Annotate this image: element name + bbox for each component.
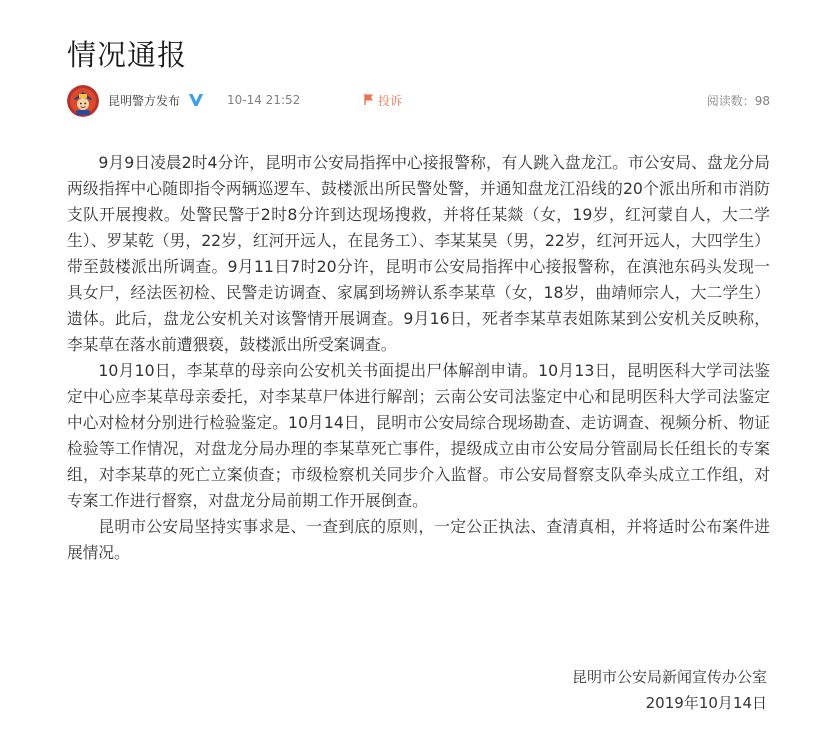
author-name[interactable]: 昆明警方发布 bbox=[108, 94, 181, 108]
paragraph-3: 昆明市公安局坚持实事求是、一查到底的原则，一定公正执法、查清真相，并将适时公布案件进展情况。 bbox=[67, 517, 770, 562]
author-avatar[interactable] bbox=[67, 85, 99, 117]
police-logo-avatar-icon bbox=[67, 85, 99, 117]
paragraph-2: 10月10日，李某草的母亲向公安机关书面提出尸体解剖申请。10月13日，昆明医科大学司法鉴定中心应李某草母亲委托，对李某草尸体进行解剖；云南公安司法鉴定中心和昆明医科大学司法鉴定中心对检材分别进行检验鉴定。10月14日，昆明市公安局综合现场勘查、走访调查、视频分析、物证检验等工作情况，对盘龙分局办理的李某草死亡事件，提级成立由市公安局分管副局长任组长的专案组，对李某草的死亡立案侦查；市级检察机关同步介入监督。市公安局督察支队牵头成立工作组，对专案工作进行督察，对盘龙分局前期工作开展倒查。 bbox=[67, 361, 770, 510]
signature-org: 昆明市公安局新闻宣传办公室 bbox=[571, 668, 767, 686]
complaint-link[interactable]: 投诉 bbox=[378, 94, 403, 108]
complaint-icon[interactable] bbox=[363, 93, 375, 106]
article-meta bbox=[67, 85, 770, 117]
article-title: 情况通报 bbox=[67, 38, 188, 72]
verified-v-icon bbox=[188, 93, 204, 107]
paragraph-1: 9月9日凌晨2时4分许，昆明市公安局指挥中心接报警称，有人跳入盘龙江。市公安局、盘龙分局两级指挥中心随即指令两辆巡逻车、鼓楼派出所民警处警，并通知盘龙江沿线的20个派出所和市消防支队开展搜救。处警民警于2时8分许到达现场搜救，并将任某燚（女，19岁，红河蒙自人，大二学生）、罗某乾（男，22岁，红河开远人，在昆务工）、李某某昊（男，22岁，红河开远人，大四学生）带至鼓楼派出所调查。9月11日7时20分许，昆明市公安局指挥中心接报警称，在滇池东码头发现一具女尸，经法医初检、民警走访调查、家属到场辨认系李某草（女，18岁，曲靖师宗人，大二学生）遗体。此后，盘龙公安机关对该警情开展调查。9月16日，死者李某草表姐陈某到公安机关反映称，李某草在落水前遭猥亵，鼓楼派出所受案调查。 bbox=[67, 153, 770, 354]
article-signature bbox=[572, 664, 767, 716]
signature-date: 2019年10月14日 bbox=[645, 694, 767, 712]
read-count: 阅读数：98 bbox=[706, 94, 770, 108]
article-body bbox=[67, 150, 770, 566]
publish-time: 10-14 21:52 bbox=[227, 93, 301, 107]
